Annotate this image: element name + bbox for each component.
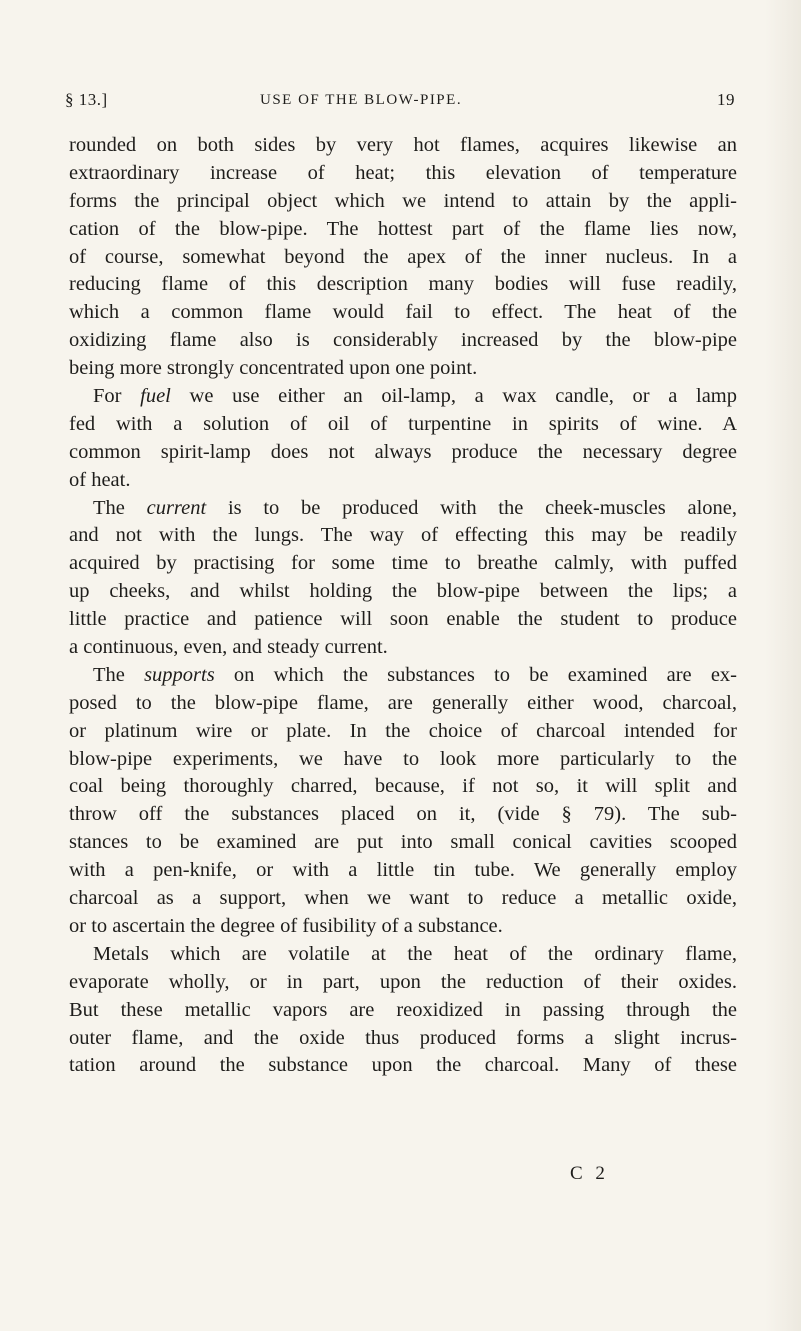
text-line: evaporate wholly, or in part, upon the reduction of their oxides. (69, 970, 737, 993)
text-line: extraordinary increase of heat; this elevation of temperature (69, 161, 737, 184)
text-line (69, 495, 737, 523)
page-number: 19 (717, 90, 735, 109)
text-line: cation of the blow-pipe. The hottest part of the flame lies now, (69, 217, 737, 240)
text-line: oxidizing flame also is considerably increased by the blow-pipe (69, 329, 737, 352)
text-line: forms the principal object which we intend to attain by the appli- (69, 189, 737, 212)
page-edge-shadow (765, 0, 801, 1331)
text-line: which a common flame would fail to effect. The heat of the (69, 301, 737, 324)
text-line (69, 383, 737, 411)
text-line: outer flame, and the oxide thus produced forms a slight incrus- (69, 1026, 737, 1049)
text-line: throw off the substances placed on it, (vide § 79). The sub- (69, 803, 737, 826)
text-line: charcoal as a support, when we want to reduce a metallic oxide, (69, 887, 737, 910)
text-line: being more strongly concentrated upon one point. (69, 357, 478, 380)
printer-signature: C 2 (570, 1163, 609, 1184)
text-line: of course, somewhat beyond the apex of the inner nucleus. In a (69, 245, 737, 268)
italic-term: fuel (140, 385, 171, 408)
text-line: a continuous, even, and steady current. (69, 636, 388, 659)
text-line: or to ascertain the degree of fusibility of a substance. (69, 914, 503, 937)
text-line: blow-pipe experiments, we have to look more particularly to the (69, 747, 737, 770)
text-line: with a pen-knife, or with a little tin tube. We generally employ (69, 859, 737, 882)
text-line: fed with a solution of oil of turpentine in spirits of wine. A (69, 412, 737, 435)
text-line: up cheeks, and whilst holding the blow-pipe between the lips; a (69, 580, 737, 603)
text-line: reducing flame of this description many bodies will fuse readily, (69, 273, 737, 296)
text-line (69, 662, 737, 690)
text-run: The (93, 496, 147, 519)
text-line: common spirit-lamp does not always produce the necessary degree (69, 440, 737, 463)
text-run: we use either an oil-lamp, a wax candle, or a lamp (170, 385, 737, 408)
section-marker: § 13.] (65, 90, 108, 109)
italic-term: supports (144, 663, 215, 686)
page-header (65, 90, 735, 114)
body-text (69, 132, 737, 1080)
italic-term: current (146, 496, 207, 519)
text-line: acquired by practising for some time to breathe calmly, with puffed (69, 552, 737, 575)
text-run: is to be produced with the cheek-muscles alone, (206, 496, 737, 519)
text-line: But these metallic vapors are reoxidized in passing through the (69, 998, 737, 1021)
text-line: posed to the blow-pipe flame, are generally either wood, charcoal, (69, 691, 737, 714)
text-run: For (93, 385, 141, 408)
text-line: or platinum wire or plate. In the choice of charcoal intended for (69, 719, 737, 742)
text-line: little practice and patience will soon enable the student to produce (69, 608, 737, 631)
text-line: stances to be examined are put into small conical cavities scooped (69, 831, 737, 854)
text-line: of heat. (69, 468, 131, 491)
text-line: rounded on both sides by very hot flames, acquires likewise an (69, 134, 737, 156)
text-line: Metals which are volatile at the heat of the ordinary flame, (93, 942, 737, 965)
text-line: coal being thoroughly charred, because, if not so, it will split and (69, 775, 737, 798)
text-line: and not with the lungs. The way of effecting this may be readily (69, 524, 737, 547)
text-run: The (93, 663, 145, 686)
running-title: USE OF THE BLOW-PIPE. (260, 92, 463, 108)
text-line: tation around the substance upon the charcoal. Many of these (69, 1054, 737, 1077)
text-run: on which the substances to be examined are ex- (214, 663, 737, 686)
